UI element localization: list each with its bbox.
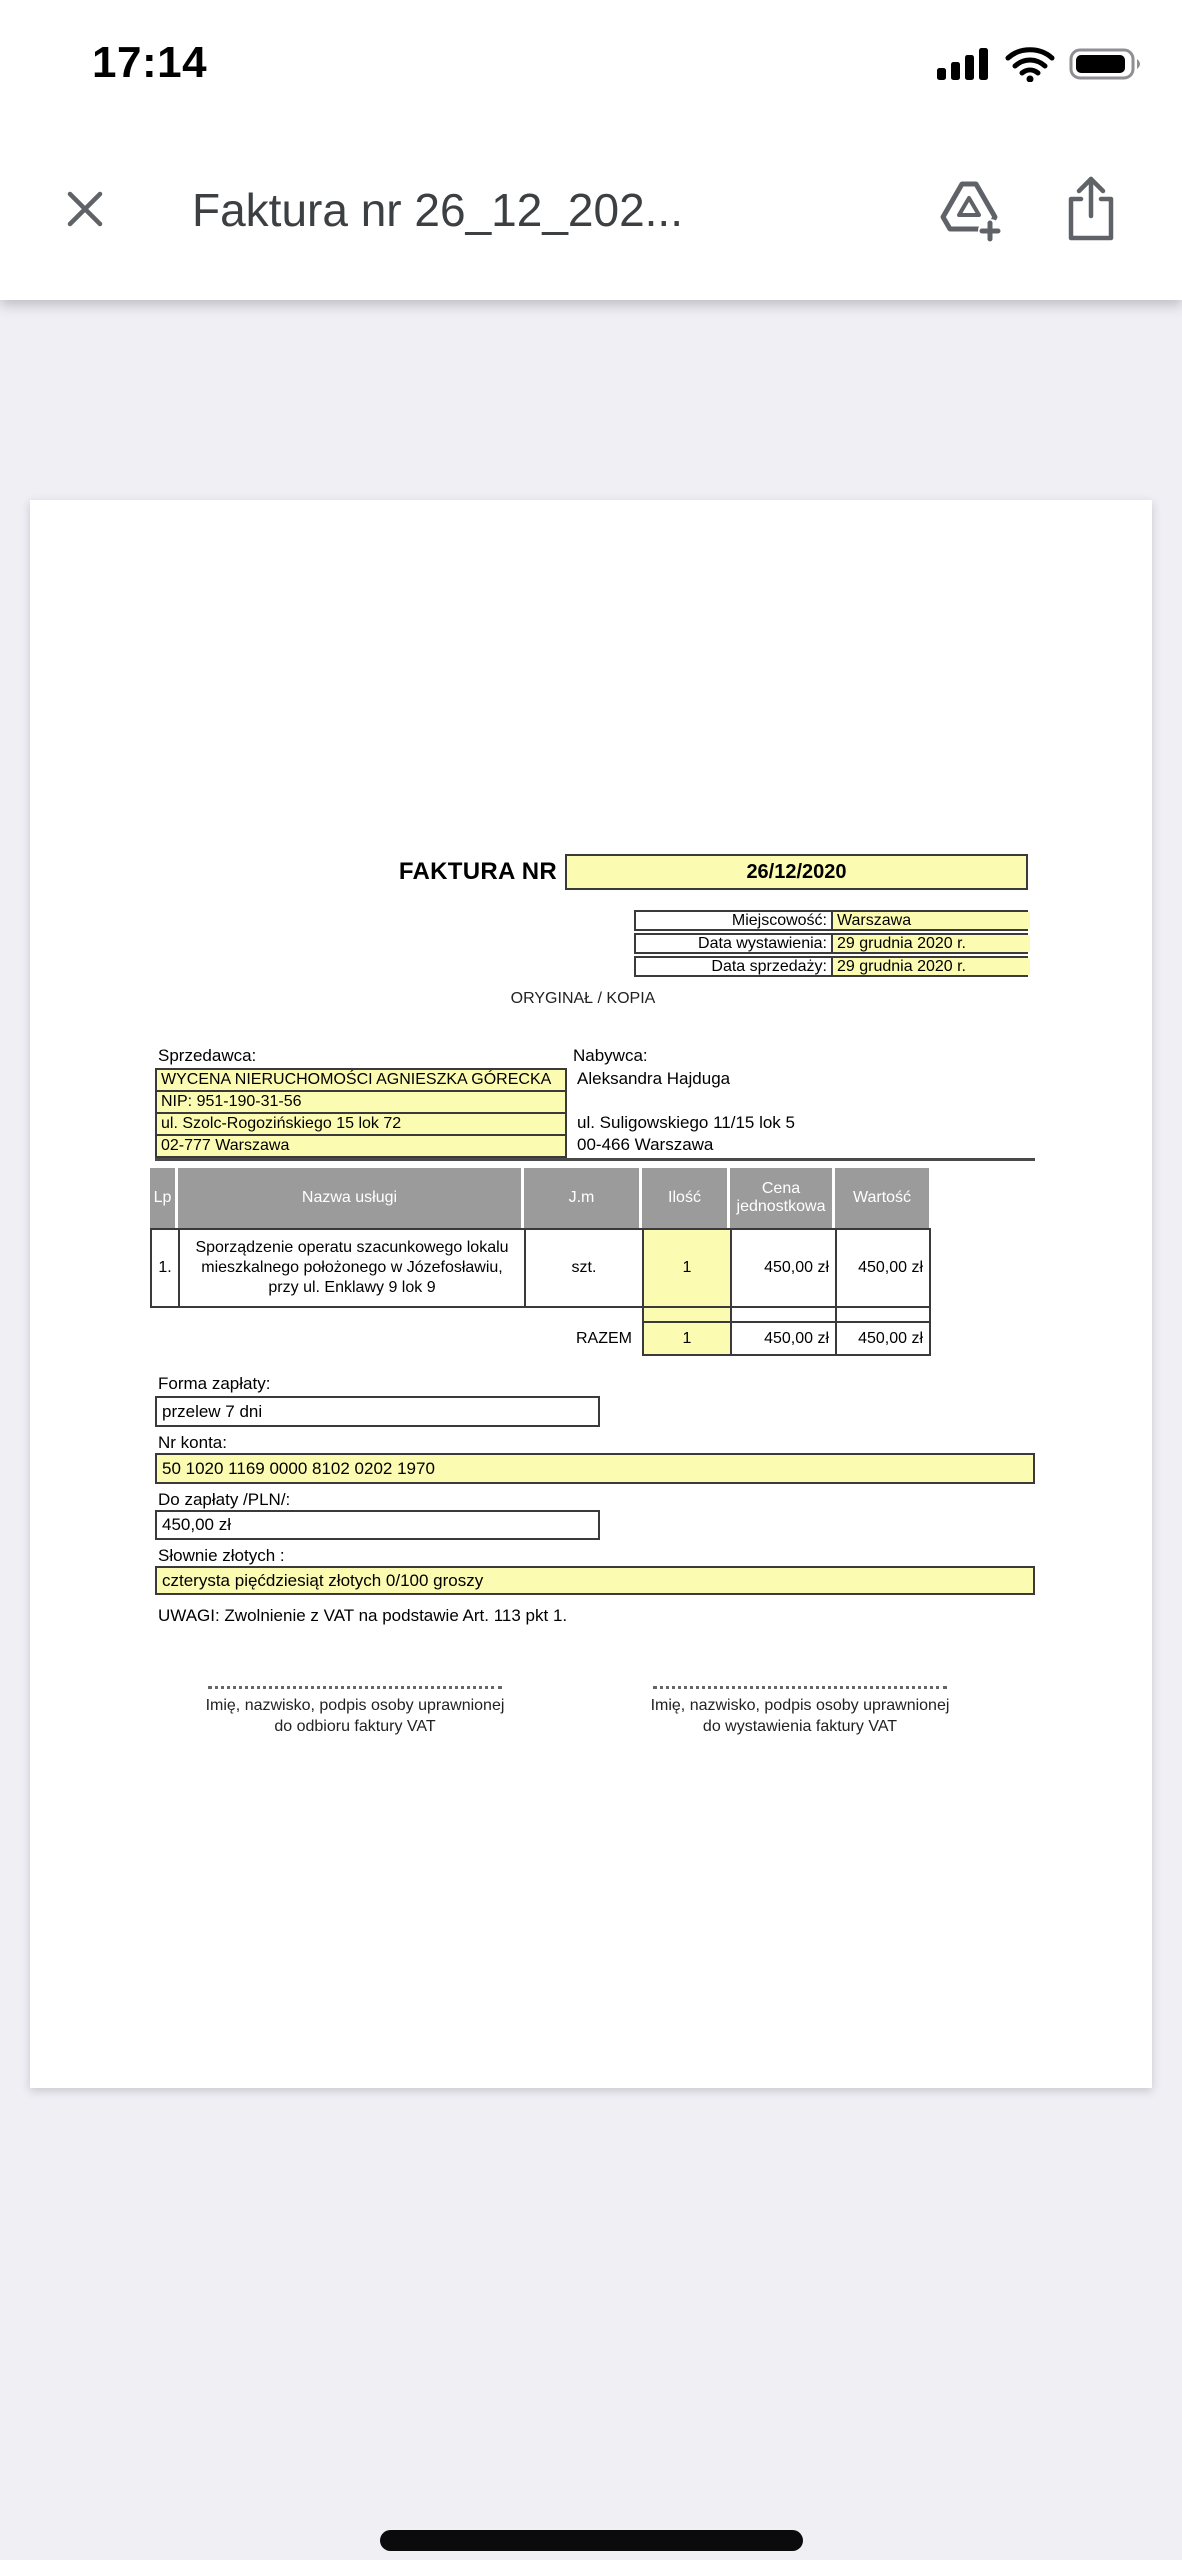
add-to-drive-button[interactable] <box>934 174 1004 247</box>
invoice-meta-table <box>634 910 1028 979</box>
col-header-lp: Lp <box>150 1168 178 1228</box>
meta-label: Data sprzedaży: <box>636 958 833 975</box>
amount-due-label: Do zapłaty /PLN/: <box>158 1490 291 1509</box>
invoice-number-field: 26/12/2020 <box>565 854 1028 890</box>
seller-nip: NIP: 951-190-31-56 <box>155 1090 567 1114</box>
status-icons <box>937 46 1145 87</box>
services-table-header <box>150 1168 929 1228</box>
meta-row-place <box>634 910 1028 931</box>
amount-due-field: 450,00 zł <box>155 1510 600 1540</box>
invoice-title-label: FAKTURA NR <box>398 858 557 885</box>
col-header-qty: Ilość <box>642 1168 730 1228</box>
wifi-icon <box>1005 46 1055 87</box>
status-bar <box>0 0 1182 130</box>
row-unit-price: 450,00 zł <box>731 1229 836 1307</box>
buyer-label: Nabywca: <box>573 1046 648 1065</box>
meta-label: Data wystawienia: <box>636 935 833 952</box>
amount-in-words-field: czterysta pięćdziesiąt złotych 0/100 groszy <box>155 1566 1035 1595</box>
row-jm: szt. <box>525 1229 643 1307</box>
home-indicator[interactable] <box>380 2530 803 2551</box>
seller-name: WYCENA NIERUCHOMOŚCI AGNIESZKA GÓRECKA <box>155 1068 567 1092</box>
invoice-document <box>155 500 1035 2088</box>
pdf-viewer-toolbar <box>0 130 1182 300</box>
pdf-page <box>30 500 1152 2088</box>
status-time: 17:14 <box>92 38 208 87</box>
signature-caption-line2: do wystawienia faktury VAT <box>702 1718 898 1735</box>
meta-value: 29 grudnia 2020 r. <box>833 958 1030 975</box>
table-row <box>151 1229 930 1307</box>
row-qty: 1 <box>643 1229 731 1307</box>
pdf-viewport[interactable] <box>0 300 1182 2560</box>
col-header-value: Wartość <box>835 1168 929 1228</box>
signature-caption-line2: do odbioru faktury VAT <box>274 1718 436 1735</box>
total-unit-price: 450,00 zł <box>731 1322 836 1355</box>
signature-block-recipient <box>200 1686 510 1737</box>
table-total-row <box>151 1322 930 1355</box>
signature-caption-line1: Imię, nazwisko, podpis osoby uprawnionej <box>650 1697 950 1714</box>
meta-row-issue-date <box>634 933 1028 954</box>
buyer-blank <box>573 1090 1033 1112</box>
account-label: Nr konta: <box>158 1433 227 1452</box>
meta-value: Warszawa <box>833 912 1030 929</box>
signature-caption-line1: Imię, nazwisko, podpis osoby uprawnionej <box>205 1697 505 1714</box>
buyer-name: Aleksandra Hajduga <box>577 1069 731 1088</box>
seller-label: Sprzedawca: <box>158 1046 257 1065</box>
cellular-signal-icon <box>937 46 991 87</box>
drive-add-icon <box>934 174 1004 247</box>
amount-in-words-label: Słownie złotych : <box>158 1546 285 1565</box>
col-header-jm: J.m <box>524 1168 642 1228</box>
close-icon <box>62 186 108 235</box>
signature-block-issuer <box>645 1686 955 1737</box>
signature-dotted-line <box>208 1686 502 1689</box>
notes-text: UWAGI: Zwolnienie z VAT na podstawie Art. 113 pkt 1. <box>158 1606 568 1625</box>
col-header-name: Nazwa usługi <box>178 1168 524 1228</box>
seller-city: 02-777 Warszawa <box>155 1134 567 1158</box>
signature-dotted-line <box>653 1686 947 1689</box>
services-table <box>150 1168 929 1356</box>
row-service-name: Sporządzenie operatu szacunkowego lokalu mieszkalnego położonego w Józefosławiu, przy ul. Enklawy 9 lok 9 <box>179 1229 525 1307</box>
meta-row-sale-date <box>634 956 1028 977</box>
table-spacer-row <box>151 1307 930 1322</box>
battery-icon <box>1069 46 1145 87</box>
share-button[interactable] <box>1062 174 1120 247</box>
seller-street: ul. Szolc-Rogozińskiego 15 lok 72 <box>155 1112 567 1136</box>
total-qty: 1 <box>643 1322 731 1355</box>
meta-label: Miejscowość: <box>636 912 833 929</box>
seller-details <box>155 1068 567 1158</box>
payment-form-field: przelew 7 dni <box>155 1396 600 1427</box>
payment-form-label: Forma zapłaty: <box>158 1374 271 1393</box>
close-button[interactable] <box>62 186 108 235</box>
buyer-street: ul. Suligowskiego 11/15 lok 5 <box>577 1113 795 1132</box>
account-number-field: 50 1020 1169 0000 8102 0202 1970 <box>155 1453 1035 1484</box>
original-copy-label: ORYGINAŁ / KOPIA <box>510 990 656 1007</box>
app-header <box>0 0 1182 300</box>
section-divider <box>155 1158 1035 1161</box>
buyer-city: 00-466 Warszawa <box>577 1135 714 1154</box>
total-value: 450,00 zł <box>836 1322 930 1355</box>
col-header-unit-price: Cena jednostkowa <box>730 1168 835 1228</box>
row-value: 450,00 zł <box>836 1229 930 1307</box>
meta-value: 29 grudnia 2020 r. <box>833 935 1030 952</box>
row-lp: 1. <box>151 1229 179 1307</box>
buyer-details <box>573 1068 1033 1156</box>
total-label: RAZEM <box>576 1329 632 1347</box>
document-title: Faktura nr 26_12_202... <box>192 184 683 236</box>
share-icon <box>1062 174 1120 247</box>
